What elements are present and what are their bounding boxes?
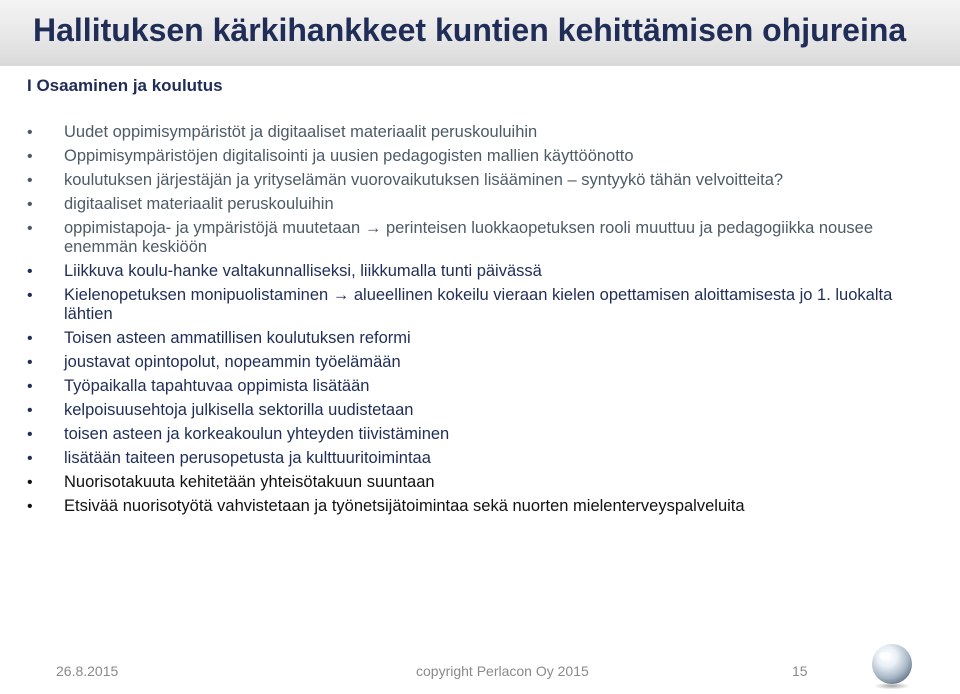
bullet-text: Oppimisympäristöjen digitalisointi ja uusien pedagogisten mallien käyttöönotto	[64, 147, 634, 165]
list-item	[22, 171, 942, 190]
bullet-dot: •	[27, 450, 33, 467]
bullet-text: alueellinen kokeilu vieraan kielen opettamisen aloittamisesta jo 1. luokalta lähtien	[64, 286, 893, 323]
bullet-text: digitaaliset materiaalit peruskouluihin	[64, 195, 334, 213]
list-item	[22, 123, 942, 142]
bullet-dot: •	[27, 498, 33, 515]
list-item	[22, 353, 942, 372]
bullet-text: Toisen asteen ammatillisen koulutuksen reformi	[64, 329, 411, 347]
bullet-dot: •	[27, 124, 33, 141]
pearl-logo-icon	[868, 642, 916, 690]
list-item	[22, 497, 942, 516]
bullet-text: perinteisen luokkaopetuksen rooli muuttuu ja pedagogiikka nousee enemmän keskiöön	[64, 219, 874, 256]
bullet-dot: •	[27, 263, 33, 280]
list-item	[22, 262, 942, 281]
bullet-text: Liikkuva koulu-hanke valtakunnalliseksi, liikkumalla tunti päivässä	[64, 262, 542, 280]
bullet-text: Nuorisotakuuta kehitetään yhteisötakuun suuntaan	[64, 473, 435, 491]
bullet-dot: •	[27, 196, 33, 213]
list-item	[22, 147, 942, 166]
bullet-text: oppimistapoja- ja ympäristöjä muutetaan	[64, 219, 361, 237]
bullet-text: Etsivää nuorisotyötä vahvistetaan ja työnetsijätoimintaa sekä nuorten mielenterveyspalveluita	[64, 497, 745, 515]
bullet-dot: •	[27, 220, 33, 237]
list-item	[22, 195, 942, 214]
bullet-text: toisen asteen ja korkeakoulun yhteyden tiivistäminen	[64, 425, 450, 443]
bullet-dot: •	[27, 354, 33, 371]
page-number: 15	[792, 663, 808, 679]
list-item	[22, 286, 942, 324]
slide-title: Hallituksen kärkihankkeet kuntien kehittämisen ohjureina	[33, 12, 907, 48]
bullet-text: lisätään taiteen perusopetusta ja kulttuuritoimintaa	[64, 449, 431, 467]
bullet-dot: •	[27, 148, 33, 165]
bullet-text: Uudet oppimisympäristöt ja digitaaliset materiaalit peruskouluihin	[64, 123, 538, 141]
footer-copyright: copyright Perlacon Oy 2015	[416, 663, 589, 679]
list-item	[22, 377, 942, 396]
section-heading: I Osaaminen ja koulutus	[27, 76, 223, 95]
bullet-dot: •	[27, 426, 33, 443]
list-item	[22, 473, 942, 492]
bullet-dot: •	[27, 402, 33, 419]
bullet-text: koulutuksen järjestäjän ja yrityselämän vuorovaikutuksen lisääminen – syntyykö tähän velvoitteita?	[64, 171, 784, 189]
bullet-dot: •	[27, 378, 33, 395]
list-item	[22, 425, 942, 444]
list-item	[22, 219, 942, 257]
bullet-text: Työpaikalla tapahtuvaa oppimista lisätään	[64, 377, 370, 395]
bullet-dot: •	[27, 330, 33, 347]
bullet-text: joustavat opintopolut, nopeammin työelämään	[64, 353, 401, 371]
list-item	[22, 329, 942, 348]
arrow-right-icon: →	[332, 286, 350, 304]
bullet-dot: •	[27, 474, 33, 491]
arrow-right-icon: →	[364, 219, 382, 237]
bullet-text: kelpoisuusehtoja julkisella sektorilla uudistetaan	[64, 401, 414, 419]
list-item	[22, 401, 942, 420]
bullet-dot: •	[27, 287, 33, 304]
list-item	[22, 449, 942, 468]
bullet-list	[22, 123, 942, 521]
bullet-text: Kielenopetuksen monipuolistaminen	[64, 286, 329, 304]
bullet-dot: •	[27, 172, 33, 189]
footer-date: 26.8.2015	[56, 663, 119, 679]
